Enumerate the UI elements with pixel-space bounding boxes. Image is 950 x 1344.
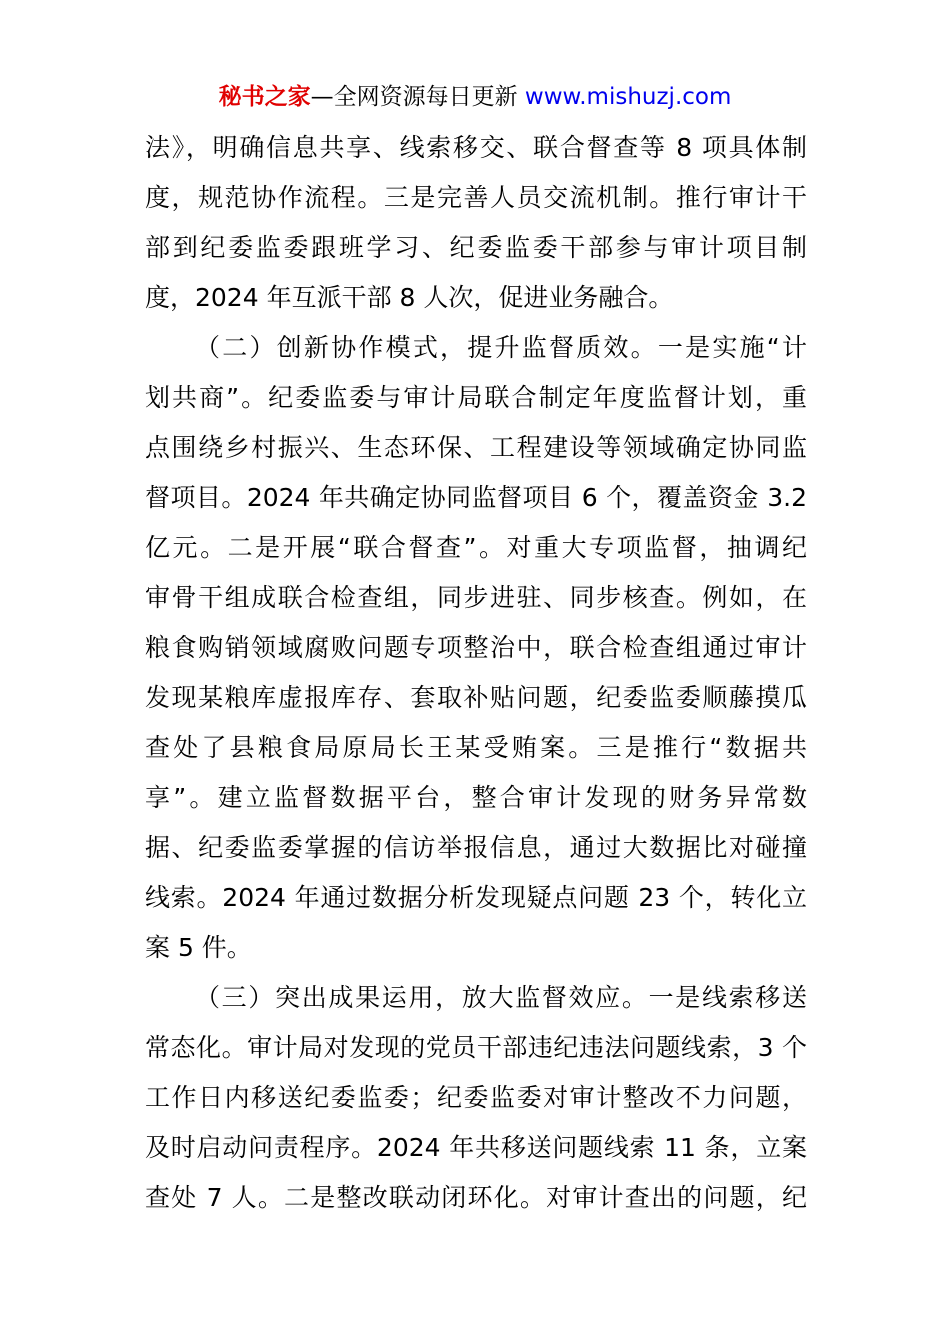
text-line: 督项目。2024 年共确定协同监督项目 6 个，覆盖资金 3.2 (145, 483, 807, 512)
text-line: 常态化。审计局对发现的党员干部违纪违法问题线索，3 个 (145, 1033, 807, 1062)
text-line: 部到纪委监委跟班学习、纪委监委干部参与审计项目制 (145, 233, 807, 262)
site-header (0, 80, 950, 114)
text-line: 据、纪委监委掌握的信访举报信息，通过大数据比对碰撞 (145, 833, 807, 862)
text-line: 度，2024 年互派干部 8 人次，促进业务融合。 (145, 283, 674, 312)
site-url[interactable]: www.mishuzj.com (524, 84, 732, 110)
text-line: 及时启动问责程序。2024 年共移送问题线索 11 条，立案 (145, 1133, 807, 1162)
text-line: 粮食购销领域腐败问题专项整治中，联合检查组通过审计 (145, 633, 807, 662)
text-line: 发现某粮库虚报库存、套取补贴问题，纪委监委顺藤摸瓜 (145, 683, 807, 712)
text-line: 线索。2024 年通过数据分析发现疑点问题 23 个，转化立 (145, 883, 807, 912)
text-line: 划共商”。纪委监委与审计局联合制定年度监督计划，重 (145, 383, 807, 412)
brand-name: 秘书之家 (218, 84, 311, 110)
text-line: 法》，明确信息共享、线索移交、联合督查等 8 项具体制 (145, 133, 807, 162)
document-body (145, 123, 807, 1223)
text-line: 查处了县粮食局原局长王某受贿案。三是推行“数据共 (145, 733, 807, 762)
section-heading-line: （三）突出成果运用，放大监督效应。一是线索移送 (195, 983, 807, 1012)
text-line: 案 5 件。 (145, 933, 252, 962)
text-line: 查处 7 人。二是整改联动闭环化。对审计查出的问题，纪 (145, 1183, 807, 1212)
text-line: 工作日内移送纪委监委；纪委监委对审计整改不力问题， (145, 1083, 807, 1112)
text-line: 审骨干组成联合检查组，同步进驻、同步核查。例如，在 (145, 583, 807, 612)
text-line: 点围绕乡村振兴、生态环保、工程建设等领域确定协同监 (145, 433, 807, 462)
header-tagline: —全网资源每日更新 (310, 84, 525, 110)
text-line: 亿元。二是开展“联合督查”。对重大专项监督，抽调纪 (145, 533, 807, 562)
section-heading-line: （二）创新协作模式，提升监督质效。一是实施“计 (195, 333, 807, 362)
text-line: 度，规范协作流程。三是完善人员交流机制。推行审计干 (145, 183, 807, 212)
text-line: 享”。建立监督数据平台，整合审计发现的财务异常数 (145, 783, 807, 812)
